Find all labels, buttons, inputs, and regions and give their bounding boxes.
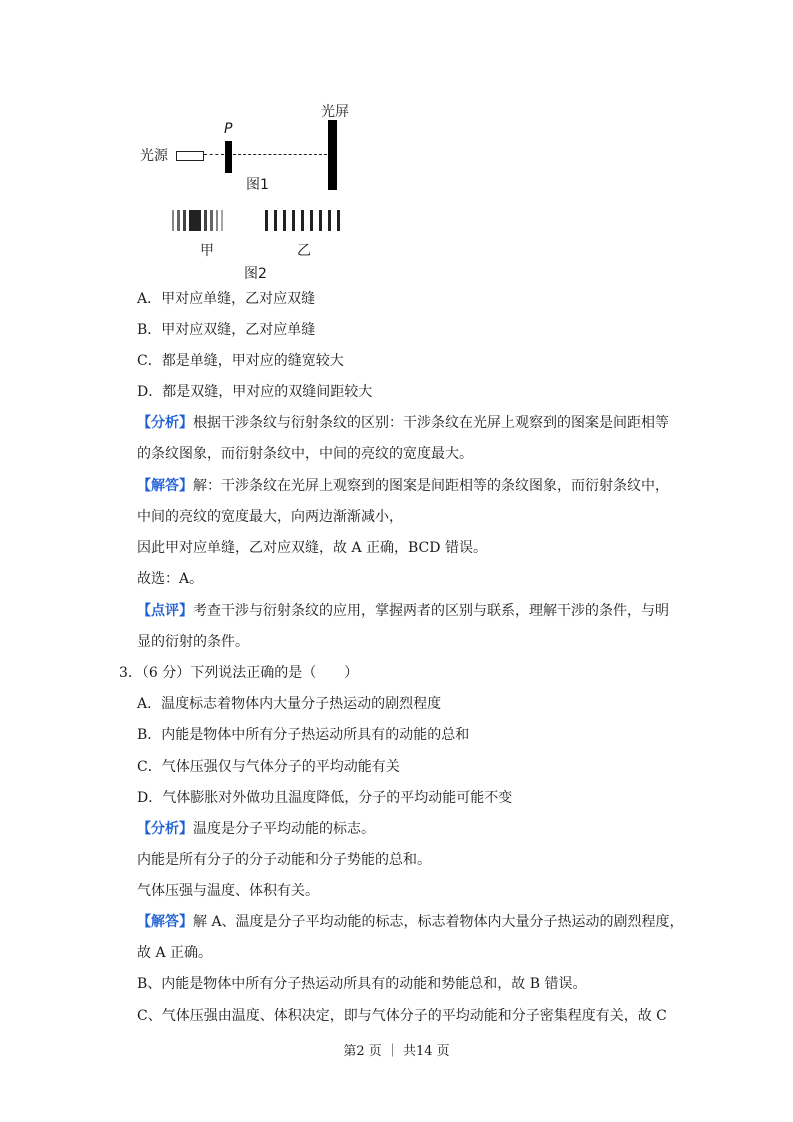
q3-option-c: C．气体压强仅与气体分子的平均动能有关 [137,759,400,775]
q2-analysis-line: 的条纹图象，而衍射条纹中，中间的亮纹的宽度最大。 [137,446,473,462]
comment-text: 考查干涉与衍射条纹的应用，掌握两者的区别与联系，理解干涉的条件，与明 [193,603,669,619]
solution-text: 解 A、温度是分子平均动能的标志，标志着物体内大量分子热运动的剧烈程度， [193,914,684,930]
q2-solution-line: 中间的亮纹的宽度最大，向两边渐渐减小， [137,509,403,525]
q2-comment-line: 显的衍射的条件。 [137,634,249,650]
slit-label: P [224,121,233,137]
q3-solution-line: C、气体压强由温度、体积决定，即与气体分子的平均动能和分子密集程度有关，故 C [137,1008,667,1024]
q3-option-a: A．温度标志着物体内大量分子热运动的剧烈程度 [137,696,442,712]
fringe-label-jia: 甲 [200,243,214,259]
q3-solution-line: 故 A 正确。 [137,945,213,961]
figure-2-caption: 图2 [244,266,267,282]
q3-solution-line: B、内能是物体中所有分子热运动所具有的动能和势能总和，故 B 错误。 [137,976,587,992]
page-footer: 第2 页 ｜ 共14 页 [343,1044,450,1059]
analysis-text: 根据干涉条纹与衍射条纹的区别：干涉条纹在光屏上观察到的图案是间距相等 [193,415,669,431]
q3-stem: 3．（6 分）下列说法正确的是（ ） [119,665,359,681]
q2-solution-line: 故选：A。 [137,571,204,587]
q3-analysis-line [137,820,375,838]
analysis-tag: 【分析】 [137,821,193,837]
q3-solution-line [137,913,684,931]
light-path-line [204,154,224,155]
comment-tag: 【点评】 [137,603,193,619]
analysis-tag: 【分析】 [137,415,193,431]
light-screen [328,120,337,190]
analysis-text: 温度是分子平均动能的标志。 [193,821,375,837]
light-source-label: 光源 [140,148,168,164]
solution-tag: 【解答】 [137,478,193,494]
fringe-pattern-yi [265,210,340,231]
light-path-line [233,154,327,155]
q2-option-d: D．都是双缝，甲对应的双缝间距较大 [137,384,373,400]
slit-plate [225,141,232,173]
q3-analysis-line: 内能是所有分子的分子动能和分子势能的总和。 [137,852,431,868]
screen-label: 光屏 [321,104,349,120]
q2-solution-line [137,477,669,495]
q2-option-b: B．甲对应双缝，乙对应单缝 [137,322,316,338]
q3-analysis-line: 气体压强与温度、体积有关。 [137,883,319,899]
light-source-icon [176,151,204,161]
fringe-pattern-jia [172,210,223,231]
solution-text: 解：干涉条纹在光屏上观察到的图案是间距相等的条纹图象，而衍射条纹中， [193,478,669,494]
q3-option-b: B．内能是物体中所有分子热运动所具有的动能的总和 [137,727,470,743]
fringe-label-yi: 乙 [297,243,311,259]
q2-comment-line [137,602,669,620]
q2-analysis-line [137,414,669,432]
q2-option-a: A．甲对应单缝，乙对应双缝 [137,291,316,307]
q3-option-d: D．气体膨胀对外做功且温度降低，分子的平均动能可能不变 [137,790,513,806]
solution-tag: 【解答】 [137,914,193,930]
q2-option-c: C．都是单缝，甲对应的缝宽较大 [137,353,344,369]
figure-1-caption: 图1 [246,177,269,193]
q2-solution-line: 因此甲对应单缝，乙对应双缝，故 A 正确，BCD 错误。 [137,540,487,556]
